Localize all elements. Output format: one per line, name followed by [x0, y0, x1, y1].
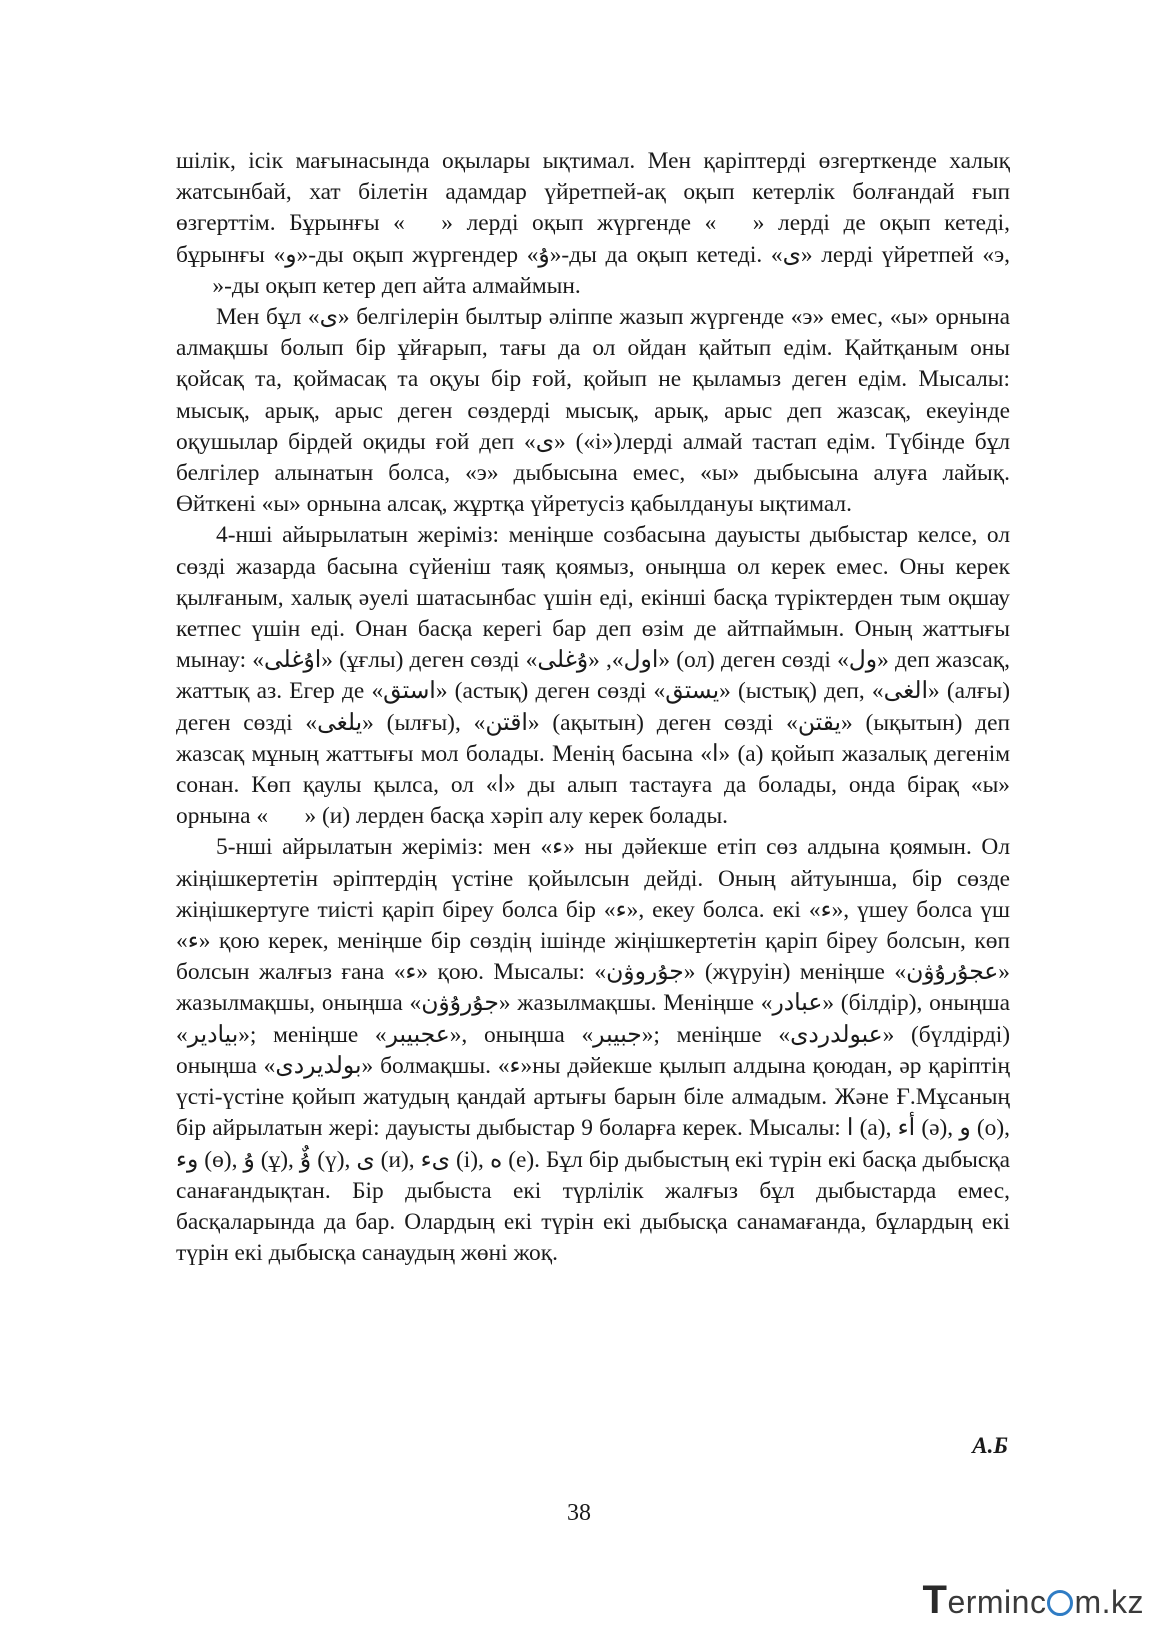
body-text	[176, 146, 1010, 1269]
paragraph-4: 5-нші айрылатын жеріміз: мен «ء» ны дәйекше етіп сөз алдына қоямын. Ол жіңішкертетін әріптердің үстіне қойылсын дейді. Оның айтуынша, бір сөзде жіңішкертуге тиісті қаріп біреу болса бір «ء», екеу болса. екі «ء», үшеу болса үш «ء» қою керек, меніңше бір сөздің ішінде жіңішкертетін қаріп біреу болсын, көп болсын жалғыз ғана «ء» қою. Мысалы: «جۇروۋن» (жүруін) меніңше «عجۇرۇۋن» жазылмақшы, оныңша «جۇرۇۋن» жазылмақшы. Меніңше «عبادر» (білдір), оныңша «بيادير»; меніңше «عجبيبر», оныңша «جبيبر»; меніңше «عبولدردى» (бүлдірді) оныңша «بولديردى» болмақшы. «ء»ны дәйекше қылып алдына қоюдан, әр қаріптің үсті-үстіне қойып жатудың қандай артығы барын біле алмадым. Және Ғ.Мұсаның бір айрылатын жері: дауысты дыбыстар 9 боларға керек. Мысалы: ا (а), أء (ә), و (о), وء (ө), ۇ (ұ), ۇٌ (ү), ى (и), ىء (і), ە (е). Бұл бір дыбыстың екі түрін екі басқа дыбысқа санағандықтан. Бір дыбыста екі түрлілік жалғыз бұл дыбыстарда емес, басқаларында да бар. Олардың екі түрін екі дыбысқа санамағанда, бұлардың екі түрін екі дыбысқа санаудың жөні жоқ.	[176, 834, 1011, 1267]
paragraph-1: шілік, ісік мағынасында оқылары ықтимал. Мен қаріптерді өзгерткенде халық жатсынбай, хат білетін адамдар үйретпей-ақ оқып кетерлік болғандай ғып өзгерттім. Бұрынғы «ىٖ» лерді оқып жүргенде «ىٖ» лерді де оқып кетеді, бұрынғы «و»-ды оқып жүргендер «ۇ»-ды да оқып кетеді. «ى» лерді үйретпей «э, ىٖ»-ды оқып кетер деп айта алмаймын.	[176, 148, 1010, 299]
author-signature: А.Б	[972, 1433, 1008, 1458]
watermark-text-c: m.kz	[1074, 1584, 1144, 1620]
termincom-watermark	[923, 1578, 1145, 1623]
page-number: 38	[567, 1500, 591, 1526]
paragraph-2: Мен бұл «ى» белгілерін былтыр әліппе жазып жүргенде «э» емес, «ы» орнына алмақшы болып бір ұйғарып, тағы да ол ойдан қайтып едім. Қайтқаным оны қойсақ та, қоймасақ та оқуы бір ғой, қойып не қыламыз деген едім. Мысалы: мысық, арық, арыс деген сөздерді мысық, арық, арыс деп жазсақ, екеуінде оқушылар бірдей оқиды ғой деп «ى» («і»)лерді алмай тастап едім. Түбінде бұл белгілер алынатын болса, «э» дыбысына емес, «ы» дыбысына алуға лайық. Өйткені «ы» орнына алсақ, жұртқа үйретусіз қабылдануы ықтимал.	[176, 304, 1010, 518]
watermark-text-b: c	[1029, 1584, 1047, 1620]
watermark-initial: T	[922, 1578, 948, 1622]
paragraph-3: 4-нші айырылатын жеріміз: меніңше созбасына дауысты дыбыстар келсе, ол сөзді жазарда басына сүйеніш таяқ қоямыз, оныңша ол керек емес. Оны керек қылғаным, халық әуелі шатасынбас үшін еді, екінші басқа түріктерден тым оқшау кетпес үшін еді. Онан басқа керегі бар деп өзім де айтпаймын. Оның жаттығы мынау: «اۇغلى» (ұғлы) деген сөзді «اول», «ۇغلى» (ол) деген сөзді «ول» деп жазсақ, жаттық аз. Егер де «استق» (астық) деген сөзді «يستق» (ыстық) деп, «الغى» (алғы) деген сөзді «يلغى» (ылғы), «اقتن» (ақытын) деген сөзді «يقتن» (ықытын) деп жазсақ мұның жаттығы мол болады. Менің басына «ا» (а) қойып жазалық дегенім сонан. Көп қаулы қылса, ол «ا» ды алып тастауға да болады, онда бірақ «ы» орнына «ىٖ» (и) лерден басқа хәріп алу керек болады.	[176, 522, 1011, 830]
watermark-text-a: ermin	[947, 1584, 1030, 1620]
watermark-circle-icon	[1047, 1590, 1073, 1616]
